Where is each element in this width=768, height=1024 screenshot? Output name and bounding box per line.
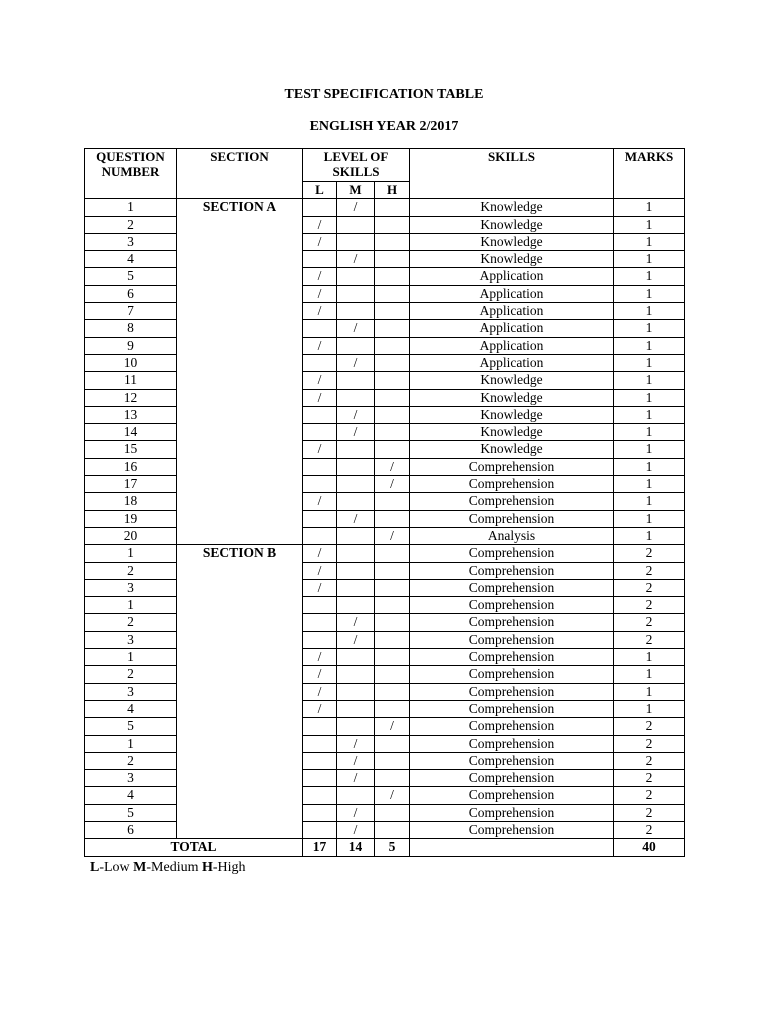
level-low-cell: / [303,233,337,250]
total-medium: 14 [337,839,375,856]
level-low-cell [303,458,337,475]
skill-cell: Comprehension [410,787,614,804]
level-high-cell [375,303,410,320]
level-medium-cell: / [337,631,375,648]
level-medium-cell: / [337,320,375,337]
level-low-cell: / [303,441,337,458]
question-number-cell: 20 [85,527,177,544]
table-row [85,493,685,510]
level-medium-cell [337,597,375,614]
level-high-cell [375,199,410,216]
level-medium-cell: / [337,354,375,371]
legend-high-text: -High [212,860,246,875]
skill-cell: Comprehension [410,493,614,510]
table-row [85,268,685,285]
level-medium-cell: / [337,752,375,769]
level-high-cell [375,372,410,389]
marks-cell: 2 [614,597,685,614]
level-low-cell: / [303,389,337,406]
question-number-cell: 1 [85,545,177,562]
table-row [85,545,685,562]
question-number-cell: 2 [85,666,177,683]
marks-cell: 1 [614,354,685,371]
level-medium-cell: / [337,424,375,441]
level-medium-cell [337,389,375,406]
table-row [85,372,685,389]
question-number-cell: 16 [85,458,177,475]
question-number-cell: 3 [85,770,177,787]
table-row [85,614,685,631]
question-number-cell: 2 [85,752,177,769]
level-high-cell [375,770,410,787]
table-row [85,787,685,804]
marks-cell: 1 [614,700,685,717]
table-row [85,821,685,838]
marks-cell: 1 [614,649,685,666]
level-low-cell: / [303,216,337,233]
level-low-cell [303,476,337,493]
question-number-cell: 5 [85,804,177,821]
marks-cell: 2 [614,545,685,562]
total-label: TOTAL [85,839,303,856]
marks-cell: 1 [614,666,685,683]
level-low-cell [303,527,337,544]
level-low-cell [303,320,337,337]
skill-cell: Comprehension [410,649,614,666]
table-row [85,303,685,320]
document-subtitle: ENGLISH YEAR 2/2017 [309,119,459,134]
level-high-cell [375,493,410,510]
question-number-cell: 18 [85,493,177,510]
table-row [85,700,685,717]
question-number-cell: 4 [85,700,177,717]
level-low-cell [303,199,337,216]
level-medium-cell [337,285,375,302]
marks-cell: 1 [614,389,685,406]
marks-cell: 1 [614,441,685,458]
question-number-cell: 1 [85,649,177,666]
question-number-cell: 1 [85,199,177,216]
specification-table [84,148,685,857]
skill-cell: Comprehension [410,597,614,614]
skill-cell: Knowledge [410,424,614,441]
level-low-cell [303,770,337,787]
skill-cell: Knowledge [410,199,614,216]
skill-cell: Comprehension [410,666,614,683]
table-row [85,406,685,423]
marks-cell: 2 [614,718,685,735]
level-high-cell [375,562,410,579]
document-title: TEST SPECIFICATION TABLE [284,87,484,102]
skill-cell: Knowledge [410,251,614,268]
legend-high-key: H [202,860,213,875]
skill-cell: Comprehension [410,683,614,700]
level-medium-cell [337,649,375,666]
question-number-cell: 12 [85,389,177,406]
level-high-cell [375,545,410,562]
level-high-cell: / [375,787,410,804]
skill-cell: Comprehension [410,476,614,493]
skill-cell: Comprehension [410,510,614,527]
total-high: 5 [375,839,410,856]
level-low-cell: / [303,562,337,579]
level-low-cell [303,354,337,371]
level-high-cell [375,337,410,354]
level-high-cell [375,389,410,406]
table-row [85,597,685,614]
marks-cell: 2 [614,821,685,838]
table-row [85,251,685,268]
level-high-cell [375,406,410,423]
level-medium-cell [337,666,375,683]
marks-cell: 1 [614,476,685,493]
table-row [85,770,685,787]
skill-cell: Knowledge [410,233,614,250]
level-low-cell: / [303,579,337,596]
level-high-cell [375,216,410,233]
level-high-cell [375,320,410,337]
level-medium-cell [337,700,375,717]
marks-cell: 2 [614,770,685,787]
skill-cell: Comprehension [410,700,614,717]
level-high-cell [375,683,410,700]
table-row [85,562,685,579]
marks-cell: 2 [614,804,685,821]
level-high-cell [375,735,410,752]
level-medium-cell [337,268,375,285]
level-low-cell: / [303,372,337,389]
level-low-cell [303,735,337,752]
legend [90,860,246,876]
skill-cell: Comprehension [410,562,614,579]
skill-cell: Knowledge [410,216,614,233]
marks-cell: 1 [614,493,685,510]
skill-cell: Comprehension [410,735,614,752]
question-number-cell: 11 [85,372,177,389]
skill-cell: Analysis [410,527,614,544]
level-medium-cell: / [337,770,375,787]
level-low-cell [303,752,337,769]
marks-cell: 1 [614,251,685,268]
level-medium-cell [337,216,375,233]
level-high-cell [375,268,410,285]
table-row [85,683,685,700]
question-number-cell: 13 [85,406,177,423]
question-number-cell: 14 [85,424,177,441]
skill-cell: Application [410,303,614,320]
level-high-cell [375,285,410,302]
question-number-cell: 6 [85,821,177,838]
level-high-cell [375,441,410,458]
skill-cell: Comprehension [410,458,614,475]
question-number-cell: 10 [85,354,177,371]
level-low-cell [303,406,337,423]
legend-medium-text: -Medium [146,860,202,875]
skill-cell: Application [410,337,614,354]
level-high-cell [375,579,410,596]
table-row [85,510,685,527]
marks-cell: 2 [614,614,685,631]
total-low: 17 [303,839,337,856]
level-low-cell [303,251,337,268]
marks-cell: 1 [614,216,685,233]
table-row [85,527,685,544]
level-high-cell [375,424,410,441]
question-number-cell: 6 [85,285,177,302]
table-row [85,804,685,821]
level-low-cell: / [303,303,337,320]
table-row [85,424,685,441]
skill-cell: Comprehension [410,545,614,562]
level-high-cell [375,614,410,631]
table-row [85,476,685,493]
header-skills: SKILLS [410,149,614,199]
marks-cell: 2 [614,735,685,752]
header-level-medium: M [337,182,375,199]
level-medium-cell [337,233,375,250]
level-medium-cell [337,372,375,389]
section-name-cell: SECTION B [177,545,303,839]
question-number-cell: 17 [85,476,177,493]
level-high-cell [375,631,410,648]
skill-cell: Application [410,268,614,285]
legend-medium-key: M [133,860,147,875]
marks-cell: 1 [614,527,685,544]
header-level-high: H [375,182,410,199]
question-number-cell: 5 [85,718,177,735]
marks-cell: 2 [614,562,685,579]
question-number-cell: 4 [85,251,177,268]
marks-cell: 2 [614,631,685,648]
level-medium-cell [337,303,375,320]
question-number-cell: 3 [85,631,177,648]
level-medium-cell: / [337,735,375,752]
table-row [85,718,685,735]
skill-cell: Comprehension [410,614,614,631]
question-number-cell: 4 [85,787,177,804]
skill-cell: Application [410,285,614,302]
skill-cell: Comprehension [410,752,614,769]
header-section: SECTION [177,149,303,199]
level-medium-cell [337,787,375,804]
table-row [85,458,685,475]
level-low-cell: / [303,268,337,285]
level-medium-cell: / [337,804,375,821]
question-number-cell: 2 [85,562,177,579]
level-medium-cell [337,337,375,354]
question-number-cell: 1 [85,597,177,614]
skill-cell: Comprehension [410,718,614,735]
level-low-cell [303,597,337,614]
marks-cell: 1 [614,458,685,475]
level-low-cell: / [303,285,337,302]
marks-cell: 1 [614,199,685,216]
marks-cell: 1 [614,303,685,320]
skill-cell: Knowledge [410,441,614,458]
total-row [85,839,685,856]
question-number-cell: 3 [85,579,177,596]
level-high-cell [375,649,410,666]
table-row [85,735,685,752]
table-row [85,354,685,371]
level-medium-cell: / [337,510,375,527]
level-medium-cell [337,441,375,458]
table-row [85,631,685,648]
level-medium-cell: / [337,406,375,423]
level-low-cell: / [303,493,337,510]
marks-cell: 1 [614,424,685,441]
table-row [85,666,685,683]
level-low-cell: / [303,545,337,562]
marks-cell: 2 [614,787,685,804]
marks-cell: 1 [614,337,685,354]
total-marks: 40 [614,839,685,856]
header-question-number: QUESTION NUMBER [85,149,177,199]
level-high-cell [375,354,410,371]
marks-cell: 1 [614,510,685,527]
marks-cell: 1 [614,683,685,700]
level-medium-cell: / [337,199,375,216]
table-body [85,199,685,839]
level-low-cell: / [303,337,337,354]
header-level-low: L [303,182,337,199]
level-low-cell [303,718,337,735]
skill-cell: Application [410,354,614,371]
table-row [85,285,685,302]
level-low-cell [303,424,337,441]
level-high-cell [375,510,410,527]
total-skills [410,839,614,856]
level-medium-cell [337,545,375,562]
marks-cell: 1 [614,406,685,423]
table-row [85,441,685,458]
table-row [85,320,685,337]
table-row [85,233,685,250]
table-row [85,649,685,666]
table-row [85,199,685,216]
marks-cell: 2 [614,752,685,769]
level-medium-cell [337,579,375,596]
marks-cell: 1 [614,320,685,337]
header-marks: MARKS [614,149,685,199]
level-high-cell [375,752,410,769]
question-number-cell: 8 [85,320,177,337]
question-number-cell: 3 [85,683,177,700]
level-medium-cell [337,562,375,579]
header-level-of-skills: LEVEL OF SKILLS [303,149,410,182]
question-number-cell: 3 [85,233,177,250]
table-row [85,389,685,406]
question-number-cell: 7 [85,303,177,320]
question-number-cell: 9 [85,337,177,354]
question-number-cell: 2 [85,614,177,631]
table-row [85,216,685,233]
level-low-cell [303,614,337,631]
table-row [85,752,685,769]
marks-cell: 1 [614,372,685,389]
level-medium-cell [337,493,375,510]
level-low-cell [303,631,337,648]
marks-cell: 2 [614,579,685,596]
level-high-cell [375,666,410,683]
legend-low-text: -Low [99,860,134,875]
level-high-cell [375,700,410,717]
level-low-cell [303,510,337,527]
question-number-cell: 19 [85,510,177,527]
level-high-cell [375,821,410,838]
skill-cell: Comprehension [410,804,614,821]
skill-cell: Comprehension [410,770,614,787]
skill-cell: Comprehension [410,631,614,648]
level-high-cell [375,251,410,268]
level-medium-cell: / [337,821,375,838]
level-high-cell: / [375,458,410,475]
skill-cell: Knowledge [410,406,614,423]
question-number-cell: 1 [85,735,177,752]
level-low-cell: / [303,700,337,717]
level-low-cell [303,804,337,821]
level-medium-cell [337,683,375,700]
level-medium-cell [337,718,375,735]
question-number-cell: 5 [85,268,177,285]
level-low-cell [303,821,337,838]
marks-cell: 1 [614,233,685,250]
marks-cell: 1 [614,268,685,285]
question-number-cell: 15 [85,441,177,458]
level-low-cell: / [303,649,337,666]
legend-low-key: L [90,860,100,875]
level-high-cell: / [375,476,410,493]
table-row [85,337,685,354]
skill-cell: Comprehension [410,821,614,838]
level-high-cell [375,233,410,250]
skill-cell: Application [410,320,614,337]
level-high-cell: / [375,718,410,735]
level-low-cell [303,787,337,804]
level-high-cell: / [375,527,410,544]
skill-cell: Knowledge [410,389,614,406]
skill-cell: Knowledge [410,372,614,389]
level-high-cell [375,597,410,614]
level-low-cell: / [303,666,337,683]
level-low-cell: / [303,683,337,700]
table-row [85,579,685,596]
question-number-cell: 2 [85,216,177,233]
level-medium-cell [337,476,375,493]
level-medium-cell [337,458,375,475]
section-name-cell: SECTION A [177,199,303,545]
skill-cell: Comprehension [410,579,614,596]
marks-cell: 1 [614,285,685,302]
level-high-cell [375,804,410,821]
level-medium-cell: / [337,614,375,631]
level-medium-cell: / [337,251,375,268]
level-medium-cell [337,527,375,544]
